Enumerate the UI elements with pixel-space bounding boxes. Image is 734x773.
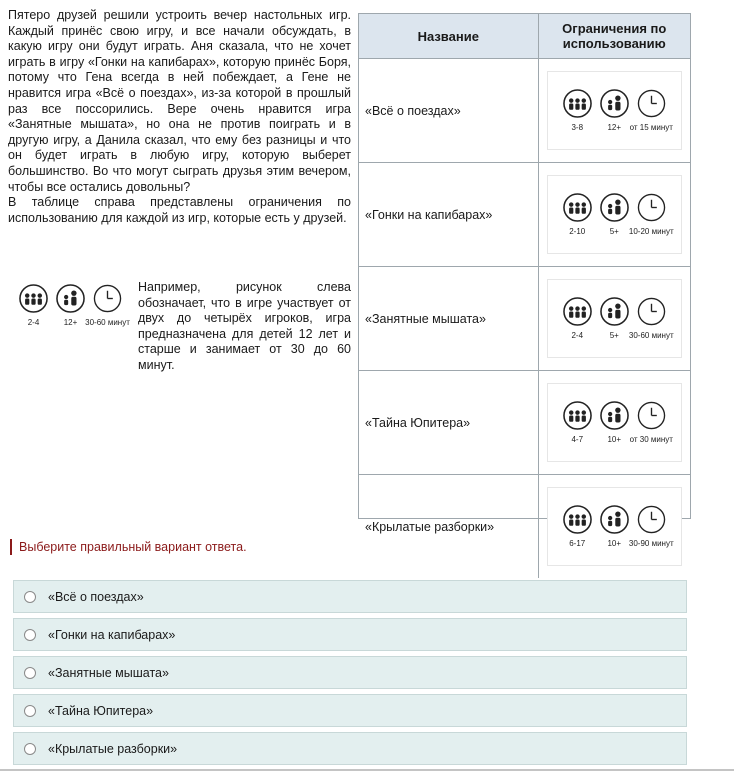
players-icon: [563, 193, 592, 222]
answer-option[interactable]: [13, 732, 687, 765]
players-icon: [563, 401, 592, 430]
answer-option-label: «Занятные мышата»: [48, 665, 169, 680]
answer-option-label: «Всё о поездах»: [48, 589, 144, 604]
answer-option[interactable]: [13, 618, 687, 651]
players-limit: [562, 505, 593, 548]
age-limit: [599, 505, 630, 548]
age-limit: [599, 297, 630, 340]
game-limits: [538, 371, 690, 475]
time-limit: [628, 505, 674, 548]
radio-icon[interactable]: [24, 629, 36, 641]
clock-icon: [637, 297, 666, 326]
radio-icon[interactable]: [24, 743, 36, 755]
players-value: 3-8: [571, 123, 584, 132]
age-icon: [600, 401, 629, 430]
answer-option-label: «Крылатые разборки»: [48, 741, 178, 756]
age-icon: [600, 89, 629, 118]
age-value: 5+: [609, 331, 619, 340]
game-limits: [538, 163, 690, 267]
age-value: 12+: [63, 318, 78, 327]
games-table: [358, 13, 691, 548]
radio-icon[interactable]: [24, 591, 36, 603]
game-name: «Гонки на капибарах»: [359, 163, 538, 267]
table-row: [359, 163, 690, 267]
players-limit: [562, 297, 593, 340]
players-value: 6-17: [569, 539, 586, 548]
age-limit: [599, 401, 630, 444]
players-limit: [562, 89, 593, 132]
header-name: Название: [359, 14, 538, 59]
task-paragraph-story: Пятеро друзей решили устроить вечер настольных игр. Каждый принёс свою игру, и все начали обсуждать, в какую игру они будут играть. Аня сказала, что не хочет играть в игру «Гонки на капибарах», которую принёс Боря, потому что Гена всегда в ней побеждает, а Гене не нравится игра «Всё о поездах», из-за которой в прошлый раз все поссорились. Вере очень нравится игра «Занятные мышата», но она не против поиграть и в другую игру, а Данила сказал, что ему без разницы и что он будет играть в любую игру, которую выберет большинство. Во что могут сыграть друзья этим вечером, чтобы все остались довольны?: [8, 8, 351, 194]
game-name: «Тайна Юпитера»: [359, 371, 538, 475]
table-row: [359, 59, 690, 163]
players-value: 2-4: [571, 331, 584, 340]
age-icon: [56, 284, 85, 313]
example-explanation: Например, рисунок слева обозначает, что в игре участвует от двух до четырёх игроков, игра предназначена для детей 12 лет и старше и занимает от 30 до 60 минут.: [138, 280, 351, 372]
clock-icon: [637, 505, 666, 534]
limits-panel: [547, 175, 683, 254]
answer-option[interactable]: [13, 656, 687, 689]
age-limit: [599, 193, 630, 236]
age-limit: [55, 284, 86, 327]
clock-icon: [637, 89, 666, 118]
task-text: [8, 8, 351, 226]
age-icon: [600, 193, 629, 222]
players-icon: [563, 505, 592, 534]
answer-option[interactable]: [13, 694, 687, 727]
limits-panel: [547, 71, 683, 150]
limits-panel: [547, 487, 683, 566]
time-value: 30-60 минут: [628, 331, 674, 340]
players-value: 4-7: [571, 435, 584, 444]
divider: [0, 769, 734, 771]
clock-icon: [93, 284, 122, 313]
clock-icon: [637, 401, 666, 430]
time-limit: [628, 297, 674, 340]
players-value: 2-10: [569, 227, 586, 236]
game-limits: [538, 475, 690, 579]
answer-prompt: Выберите правильный вариант ответа.: [10, 539, 247, 555]
header-limits: Ограничения по использованию: [538, 14, 690, 59]
answer-option[interactable]: [13, 580, 687, 613]
answer-option-label: «Гонки на капибарах»: [48, 627, 176, 642]
age-value: 5+: [609, 227, 619, 236]
game-name: «Всё о поездах»: [359, 59, 538, 163]
time-value: от 15 минут: [629, 123, 673, 132]
age-icon: [600, 505, 629, 534]
answer-option-label: «Тайна Юпитера»: [48, 703, 154, 718]
players-icon: [563, 297, 592, 326]
game-limits: [538, 59, 690, 163]
game-name: «Занятные мышата»: [359, 267, 538, 371]
radio-icon[interactable]: [24, 667, 36, 679]
table-row: [359, 267, 690, 371]
players-value: 2-4: [27, 318, 40, 327]
age-value: 10+: [607, 539, 622, 548]
time-value: 30-90 минут: [628, 539, 674, 548]
age-limit: [599, 89, 630, 132]
table-row: [359, 475, 690, 579]
age-value: 10+: [607, 435, 622, 444]
time-limit: [628, 193, 674, 236]
age-icon: [600, 297, 629, 326]
time-value: от 30 минут: [629, 435, 673, 444]
table-row: [359, 371, 690, 475]
game-name: «Крылатые разборки»: [359, 475, 538, 579]
time-value: 10-20 минут: [628, 227, 674, 236]
players-icon: [19, 284, 48, 313]
limits-panel: [547, 383, 683, 462]
time-limit: [629, 401, 673, 444]
players-limit: [562, 193, 593, 236]
players-limit: [18, 284, 49, 327]
time-limit: [629, 89, 673, 132]
example-icons: [18, 284, 130, 327]
age-value: 12+: [607, 123, 622, 132]
game-limits: [538, 267, 690, 371]
radio-icon[interactable]: [24, 705, 36, 717]
time-value: 30-60 минут: [85, 318, 130, 327]
players-limit: [562, 401, 593, 444]
clock-icon: [637, 193, 666, 222]
players-icon: [563, 89, 592, 118]
answer-options: [13, 580, 687, 770]
limits-panel: [547, 279, 683, 358]
task-paragraph-table-note: В таблице справа представлены ограничения по использованию для каждой из игр, которые есть у друзей.: [8, 195, 351, 225]
time-limit: [85, 284, 130, 327]
